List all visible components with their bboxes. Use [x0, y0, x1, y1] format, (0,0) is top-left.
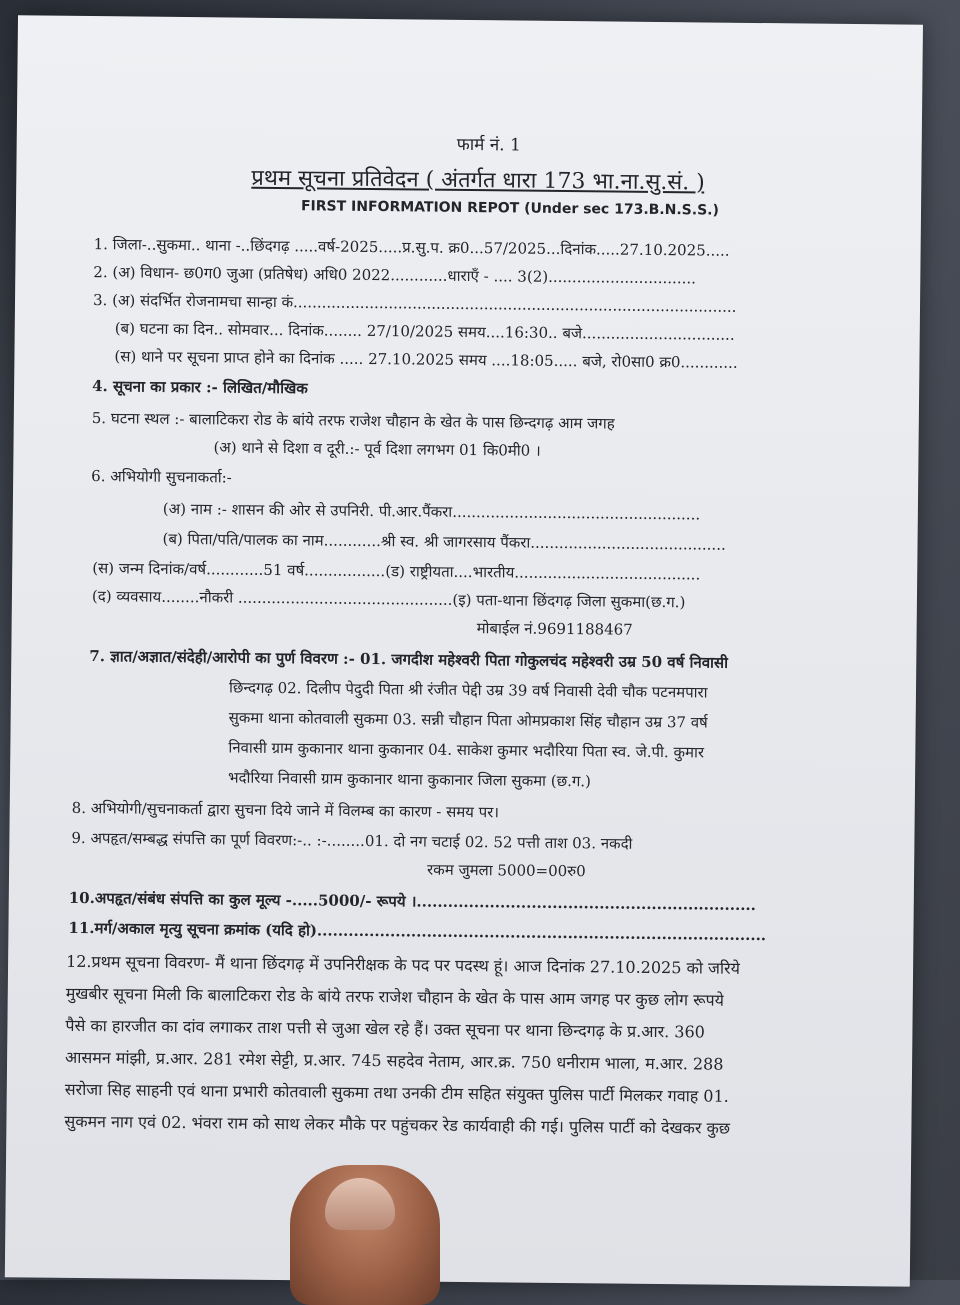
field-informant-father: (ब) पिता/पति/पालक का नाम............श्री स्व. श्री जागरसाय पैंकरा......................................... [162, 529, 726, 554]
field-birth-nationality: (स) जन्म दिनांक/वर्ष............51 वर्ष.................(ड) राष्ट्रीयता....भारतीय....................................... [92, 559, 701, 584]
fir-narrative-line-3: पैसे का हारजीत का दांव लगाकर ताश पत्ती से जुआ खेल रहे हैं। उक्त सूचना पर थाना छिन्दगढ़ के प्र.आर. 360 [65, 1015, 706, 1042]
accused-line-4: निवासी ग्राम कुकानार थाना कुकानार 04. साकेश कुमार भदौरिया पिता स्व. जे.पी. कुमार [228, 738, 705, 762]
property-cash-amount: रकम जुमला 5000=00रु0 [427, 860, 586, 881]
fir-paper-sheet [5, 15, 923, 1286]
fir-document [5, 15, 923, 1286]
field-delay-reason: 8. अभियोगी/सुचनाकर्ता द्वारा सुचना दिये जाने में विलम्ब का कारण - समय पर। [71, 798, 500, 822]
fir-narrative-line-6: सुकमन नाग एवं 02. भंवरा राम को साथ लेकर मौके पर पहुंचकर रेड कार्यवाही की गई। पुलिस पार्टी को देखकर कुछ [64, 1111, 731, 1138]
fir-narrative-line-4: आसमन मांझी, प्र.आर. 281 रमेश सेट्टी, प्र.आर. 745 सहदेव नेताम, आर.क्र. 750 धनीराम भाला, म.आर. 288 [65, 1047, 724, 1074]
form-number: फार्म नं. 1 [456, 134, 521, 156]
field-act-sections: 2. (अ) विधान- छ0ग0 जुआ (प्रतिषेध) अधि0 2022............धाराएँ - .... 3(2)............................... [93, 263, 697, 288]
field-informant-heading: 6. अभियोगी सुचनाकर्ता:- [91, 467, 232, 487]
field-incident-day-date: (ब) घटना का दिन.. सोमवार... दिनांक........ 27/10/2025 समय....16:30.. बजे................................ [114, 319, 735, 344]
field-informant-name: (अ) नाम :- शासन की ओर से उपनिरी. पी.आर.पैंकरा.................................................... [162, 499, 701, 524]
field-mobile: मोबाईल नं.9691188467 [476, 619, 633, 639]
accused-line-5: भदौरिया निवासी ग्राम कुकानार थाना कुकानार जिला सुकमा (छ.ग.) [227, 768, 592, 791]
field-occupation-address: (द) व्यवसाय........नौकरी .............................................(इ) पता-थाना छिंदगढ़ जिला सुकमा(छ.ग.) [91, 587, 686, 612]
field-info-received-date: (स) थाने पर सूचना प्राप्त होने का दिनांक ..... 27.10.2025 समय ....18:05..... बजे, रो0सा0 क्र0............ [114, 347, 738, 372]
fir-narrative-line-2: मुखबीर सूचना मिली कि बालाटिकरा रोड के बांये तरफ राजेश चौहान के खेत के पास आम जगह पर कुछ लोग रूपये [65, 983, 725, 1010]
field-property-details: 9. अपहृत/सम्बद्ध संपत्ति का पूर्ण विवरण:-.. :-........01. दो नग चटाई 02. 52 पत्ती ताश 03. नकदी [71, 828, 633, 853]
field-death-report-no: 11.मर्ग/अकाल मृत्यु सूचना क्रमांक (यदि हो)...................................................................................... [68, 918, 767, 945]
fir-narrative-line-1: 12.प्रथम सूचना विवरण- मैं थाना छिंदगढ़ में उपनिरीक्षक के पद पर पदस्थ हूं। आज दिनांक 27.10.2025 को जरिये [66, 951, 741, 978]
field-direction-distance: (अ) थाने से दिशा व दूरी.:- पूर्व दिशा लगभग 01 कि0मी0 । [213, 438, 541, 460]
form-title-english: FIRST INFORMATION REPOT (Under sec 173.B.N.S.S.) [300, 198, 719, 219]
accused-line-3: सुकमा थाना कोतवाली सुकमा 03. सन्नी चौहान पिता ओमप्रकाश सिंह चौहान उम्र 37 वर्ष [228, 708, 708, 732]
form-title-hindi: प्रथम सूचना प्रतिवेदन ( अंतर्गत धारा 173 भा.ना.सु.सं. ) [251, 165, 705, 196]
accused-line-2: छिन्दगढ़ 02. दिलीप पेदुदी पिता श्री रंजीत पेद्दी उम्र 39 वर्ष निवासी देवी चौक पटनमपारा [228, 678, 708, 702]
field-daily-diary-ref: 3. (अ) संदर्भित रोजनामचा सान्हा कं............................................................................................. [92, 291, 737, 316]
field-property-value: 10.अपहृत/संबंध संपत्ति का कुल मूल्य -.....5000/- रूपये ।................................................................. [68, 888, 757, 915]
field-accused-details: 7. ज्ञात/अज्ञात/संदेही/आरोपी का पुर्ण विवरण :- 01. जगदीश महेश्वरी पिता गोकुलचंद महेश्वरी उम्र 50 वर्ष निवासी [89, 647, 729, 672]
fir-narrative-line-5: सरोजा सिह साहनी एवं थाना प्रभारी कोतवाली सुकमा तथा उनकी टीम सहित संयुक्त पुलिस पार्टी मिलकर गवाह 01. [64, 1079, 729, 1106]
field-incident-place: 5. घटना स्थल :- बालाटिकरा रोड के बांये तरफ राजेश चौहान के खेत के पास छिन्दगढ़ आम जगह [91, 409, 615, 433]
field-info-type: 4. सूचना का प्रकार :- लिखित/मौखिक [92, 377, 308, 398]
field-district-station: 1. जिला-..सुकमा.. थाना -..छिंदगढ़ .....वर्ष-2025.....प्र.सु.प. क्र0...57/2025...दिनांक.....27.10.2025..... [93, 235, 730, 260]
